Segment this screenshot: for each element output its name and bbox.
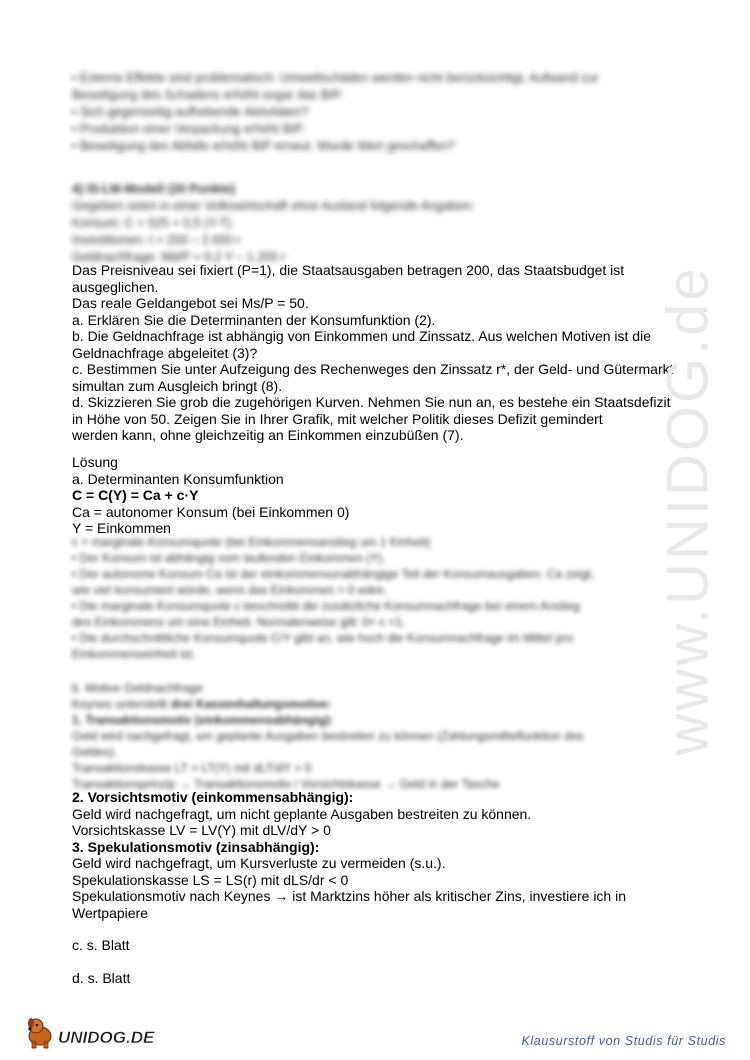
- task-line: Das Preisniveau sei fixiert (P=1), die Staatsausgaben betragen 200, das Staatsbudget ist: [72, 262, 625, 278]
- blurred-line: wie viel konsumiert würde, wenn das Einkommen = 0 wäre.: [72, 583, 388, 597]
- solution-block: [72, 454, 692, 537]
- task-line: a. Erklären Sie die Determinanten der Konsumfunktion (2).: [72, 311, 436, 328]
- blurred-intro-bold: drei Kassenhaltungsmotive:: [170, 697, 332, 711]
- blurred-line: • Sich gegenseitig aufhebende Aktivitäten?: [72, 105, 309, 119]
- blurred-b-title: b. Motive Geldnachfrage: [72, 681, 203, 695]
- y-definition: Y = Einkommen: [72, 520, 171, 536]
- blurred-line: • Der autonome Konsum Ca ist der einkommensunabhängige Teil der Konsumausgaben. Ca zeigt,: [72, 567, 595, 581]
- blurred-line: Geld wird nachgefragt, um geplante Ausgaben bestreiten zu können (Zahlungsmittelfunktion des: [72, 729, 584, 743]
- dog-logo-icon: [22, 1012, 182, 1052]
- watermark: [648, 264, 728, 756]
- solution-a-title: a. Determinanten Konsumfunktion: [72, 470, 284, 487]
- c-line: c. s. Blatt: [72, 937, 130, 953]
- task-line: Das reale Geldangebot sei Ms/P = 50.: [72, 295, 309, 311]
- task-line: in Höhe von 50. Zeigen Sie in Ihrer Grafik, mit welcher Politik dieses Defizit gemindert: [72, 410, 603, 427]
- motive2-title: 2. Vorsichtsmotiv (einkommensabhängig):: [72, 789, 354, 805]
- task-line: Geldnachfrage abgeleitet (3)?: [72, 344, 258, 361]
- blurred-line: • Externe Effekte sind problematisch: Umweltschäden werden nicht berücksichtigt, Aufwand zur: [72, 71, 599, 85]
- task-text: [72, 262, 692, 444]
- blurred-line: [72, 696, 682, 712]
- motive3-formula: Spekulationskasse LS = LS(r) mit dLS/dr < 0: [72, 871, 349, 888]
- blurred-line: Konsum: C = 525 + 0,5 (Y-T): [72, 216, 232, 230]
- blurred-line: • Beseitigung des Abfalls erhöht BIP erneut. Wurde Wert geschaffen?: [72, 139, 455, 153]
- blurred-line: Transaktionsprinzip → Transaktionsmotiv / Vorsichtskasse → Geld in der Tasche: [72, 777, 500, 791]
- blurred-line: Beseitigung des Schadens erhöht sogar das BIP.: [72, 88, 343, 102]
- blurred-intro: Keynes unterstellt: [72, 697, 171, 711]
- motive3-desc: Geld wird nachgefragt, um Kursverluste zu vermeiden (s.u.).: [72, 855, 446, 871]
- task-line: ausgeglichen.: [72, 278, 159, 295]
- blurred-line: c = marginale Konsumquote (bei Einkommensanstieg um 1 Einheit): [72, 535, 431, 549]
- unidog-logo: [22, 1012, 182, 1052]
- keynes-line: Wertpapiere: [72, 904, 149, 921]
- consumption-formula: C = C(Y) = Ca + c·Y: [72, 487, 199, 503]
- motive2-desc: Geld wird nachgefragt, um nicht geplante Ausgaben bestreiten zu können.: [72, 805, 532, 822]
- blurred-line: • Die marginale Konsumquote c beschreibt die zusätzliche Konsumnachfrage bei einem Anstieg: [72, 599, 580, 613]
- motive2-formula: Vorsichtskasse LV = LV(Y) mit dLV/dY > 0: [72, 822, 331, 838]
- blurred-consumption-notes: [72, 534, 682, 662]
- blurred-line: Geldes).: [72, 745, 118, 759]
- blurred-line: Investitionen: I = 200 – 2.000 r: [72, 233, 241, 247]
- task-line: simultan zum Ausgleich bringt (8).: [72, 377, 283, 394]
- ca-definition: Ca = autonomer Konsum (bei Einkommen 0): [72, 503, 350, 520]
- blurred-line: • Produktion einer Verpackung erhöht BIP.: [72, 122, 305, 136]
- task-line: b. Die Geldnachfrage ist abhängig von Einkommen und Zinssatz. Aus welchen Motiven ist die: [72, 328, 651, 344]
- d-line: d. s. Blatt: [72, 969, 131, 986]
- task-heading: 4) IS-LM-Modell (20 Punkte): [72, 182, 236, 196]
- blurred-money-demand-block: [72, 680, 682, 792]
- logo-text: UNIDOG.DE: [58, 1028, 155, 1047]
- task-line: d. Skizzieren Sie grob die zugehörigen Kurven. Nehmen Sie nun an, es bestehe ein Staatsdefizit: [72, 394, 671, 410]
- motive3-title: 3. Spekulationsmotiv (zinsabhängig):: [72, 838, 320, 855]
- blurred-line: Einkommenseinheit ist.: [72, 647, 196, 661]
- task-line: werden kann, ohne gleichzeitig an Einkommen einzubüßen (7).: [72, 427, 464, 443]
- blurred-line: Transaktionskasse LT = LT(Y) mit dLT/dY > 0: [72, 761, 312, 775]
- blurred-line: des Einkommens um eine Einheit. Normalerweise gilt: 0< c <1.: [72, 615, 406, 629]
- blurred-line: Gegeben seien in einer Volkswirtschaft ohne Ausland folgende Angaben:: [72, 199, 475, 213]
- keynes-line: Spekulationsmotiv nach Keynes → ist Marktzins höher als kritischer Zins, investiere ich in: [72, 888, 626, 904]
- blurred-task-block: [72, 181, 672, 266]
- blurred-line: Geldnachfrage: Md/P = 0,2 Y – 1.200 r: [72, 250, 286, 264]
- watermark-text: www.UNIDOG.de: [655, 264, 721, 756]
- blurred-top-bullets: [72, 70, 672, 155]
- solution-heading: Lösung: [72, 454, 118, 470]
- motives-block: [72, 789, 692, 986]
- footer-tagline: Klausurstoff von Studis für Studis: [521, 1034, 726, 1048]
- blurred-line: • Der Konsum ist abhängig vom laufenden Einkommen (Y).: [72, 551, 386, 565]
- task-line: c. Bestimmen Sie unter Aufzeigung des Rechenweges den Zinssatz r*, der Geld- und Gütermarkt: [72, 361, 674, 377]
- blurred-line: • Die durchschnittliche Konsumquote C/Y gibt an, wie hoch die Konsumnachfrage im Mittel pro: [72, 631, 573, 645]
- blurred-motive1: 1. Transaktionsmotiv (einkommensabhängig):: [72, 713, 334, 727]
